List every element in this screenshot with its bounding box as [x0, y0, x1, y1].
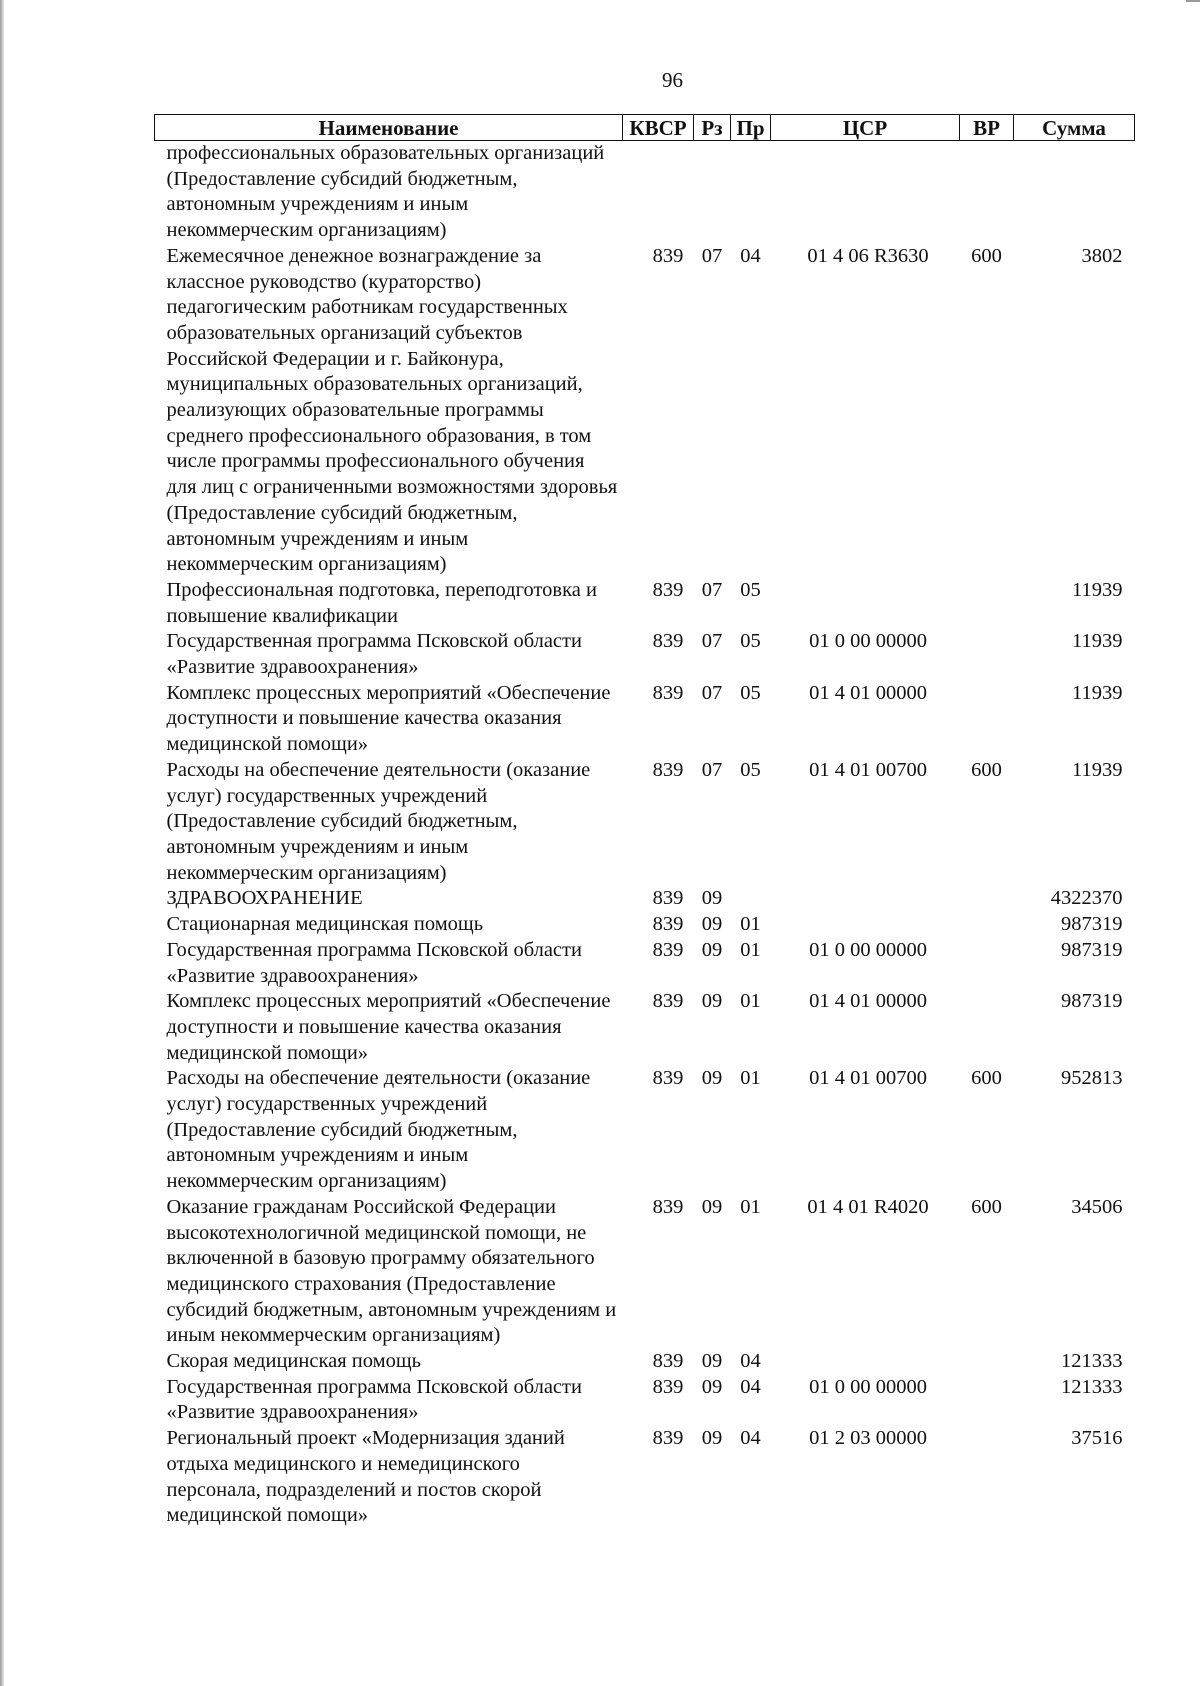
header-kvsr: КВСР [623, 115, 694, 141]
cell-pr: 05 [740, 681, 761, 704]
header-csr: ЦСР [771, 115, 960, 141]
cell-name: Скорая медицинская помощь [166, 1350, 421, 1373]
cell-sum: 987319 [1061, 913, 1123, 936]
table-row [155, 1375, 1135, 1426]
cell-sum: 11939 [1072, 758, 1123, 781]
cell-csr: 01 4 01 00000 [809, 990, 927, 1013]
cell-sum: 121333 [1061, 1375, 1123, 1398]
cell-pr: 04 [740, 244, 761, 267]
cell-kvsr: 839 [652, 578, 684, 601]
cell-name: Государственная программа Псковской области «Развитие здравоохранения» [166, 630, 582, 679]
header-pr: Пр [731, 115, 771, 141]
cell-name: Государственная программа Псковской области «Развитие здравоохранения» [166, 1375, 582, 1424]
cell-rz: 09 [701, 1427, 723, 1450]
cell-name: Региональный проект «Модернизация зданий отдыха медицинского и немедицинского персонала, подразделений и постов скорой медицинской помощи» [166, 1427, 565, 1527]
cell-csr: 01 4 06 R3630 [807, 244, 929, 267]
table-header [155, 115, 1135, 141]
table-row [155, 141, 1135, 244]
table-row [155, 681, 1135, 758]
table-row [155, 758, 1135, 887]
cell-csr [771, 912, 960, 938]
cell-rz: 07 [701, 578, 723, 601]
cell-pr: 01 [740, 1067, 761, 1090]
cell-rz: 07 [701, 681, 723, 704]
cell-sum: 952813 [1061, 1067, 1123, 1090]
cell-rz: 09 [701, 913, 723, 936]
table-row [155, 1066, 1135, 1195]
cell-kvsr: 839 [652, 758, 684, 781]
cell-csr [771, 886, 960, 912]
cell-vr [960, 1375, 1014, 1426]
cell-pr [731, 141, 771, 244]
cell-pr [731, 886, 771, 912]
cell-name: ЗДРАВООХРАНЕНИЕ [166, 887, 363, 910]
cell-pr: 01 [740, 913, 761, 936]
table-row [155, 1426, 1135, 1529]
cell-vr: 600 [971, 244, 1002, 267]
cell-sum: 11939 [1072, 630, 1123, 653]
cell-name: Расходы на обеспечение деятельности (оказание услуг) государственных учреждений (Предоставление субсидий бюджетным, автономным учреждениям и иным некоммерческим организациям) [166, 758, 591, 884]
scan-left-edge [0, 0, 4, 1686]
page-number: 96 [662, 68, 683, 92]
cell-name: Профессиональная подготовка, переподготовка и повышение квалификации [166, 578, 597, 627]
cell-csr [771, 141, 960, 244]
table-row [155, 938, 1135, 989]
cell-csr: 01 4 01 00000 [809, 681, 927, 704]
table-row [155, 578, 1135, 629]
cell-vr [960, 629, 1014, 680]
cell-rz: 07 [701, 244, 723, 267]
table-row [155, 1195, 1135, 1349]
cell-vr [960, 886, 1014, 912]
header-rz: Рз [694, 115, 731, 141]
cell-pr: 05 [740, 578, 761, 601]
cell-kvsr: 839 [652, 938, 684, 961]
table-row [155, 244, 1135, 578]
cell-kvsr: 839 [652, 1067, 684, 1090]
cell-vr: 600 [971, 1067, 1002, 1090]
cell-rz: 07 [701, 630, 723, 653]
cell-csr: 01 0 00 00000 [809, 1375, 927, 1398]
cell-pr: 04 [740, 1350, 761, 1373]
cell-sum: 11939 [1072, 681, 1123, 704]
cell-rz: 09 [701, 1375, 723, 1398]
cell-vr: 600 [971, 758, 1002, 781]
cell-sum: 34506 [1071, 1195, 1123, 1218]
cell-csr: 01 4 01 R4020 [807, 1195, 929, 1218]
cell-csr: 01 0 00 00000 [809, 630, 927, 653]
cell-kvsr: 839 [652, 681, 684, 704]
budget-table [154, 114, 1135, 1529]
header-row [155, 115, 1135, 141]
header-vr: ВР [960, 115, 1014, 141]
cell-pr: 01 [740, 990, 761, 1013]
cell-name: профессиональных образовательных организаций (Предоставление субсидий бюджетным, автономным учреждениям и иным некоммерческим организациям) [166, 142, 605, 242]
cell-pr: 05 [740, 758, 761, 781]
cell-pr: 05 [740, 630, 761, 653]
header-name: Наименование [155, 115, 623, 141]
table-row [155, 989, 1135, 1066]
cell-name: Оказание гражданам Российской Федерации высокотехнологичной медицинской помощи, не включенной в базовую программу обязательного медицинского страхования (Предоставление субсидий бюджетным, автономным учреждениям и иным некоммерческим организациям) [166, 1195, 617, 1347]
cell-sum: 4322370 [1050, 887, 1123, 910]
cell-csr: 01 4 01 00700 [809, 1067, 927, 1090]
cell-name: Расходы на обеспечение деятельности (оказание услуг) государственных учреждений (Предоставление субсидий бюджетным, автономным учреждениям и иным некоммерческим организациям) [166, 1067, 591, 1193]
cell-rz: 09 [701, 1067, 723, 1090]
cell-pr: 04 [740, 1427, 761, 1450]
cell-vr [960, 681, 1014, 758]
cell-rz: 09 [701, 938, 723, 961]
cell-kvsr: 839 [652, 1375, 684, 1398]
header-sum: Сумма [1014, 115, 1135, 141]
cell-name: Комплекс процессных мероприятий «Обеспечение доступности и повышение качества оказания медицинской помощи» [166, 681, 611, 756]
cell-pr: 01 [740, 1195, 761, 1218]
cell-csr: 01 4 01 00700 [809, 758, 927, 781]
cell-rz: 07 [701, 758, 723, 781]
cell-rz: 09 [701, 887, 723, 910]
cell-vr [960, 912, 1014, 938]
cell-sum: 3802 [1081, 244, 1123, 267]
cell-vr: 600 [971, 1195, 1002, 1218]
cell-vr [960, 141, 1014, 244]
cell-sum: 11939 [1072, 578, 1123, 601]
table-row [155, 629, 1135, 680]
cell-rz: 09 [701, 1350, 723, 1373]
cell-name: Ежемесячное денежное вознаграждение за классное руководство (кураторство) педагогическим работникам государственных образовательных организаций субъектов Российской Федерации и г. Байконура, муниципальных образовательных организаций, реализующих образовательные программы среднего профессионального образования, в том числе программы профессионального обучения для лиц с ограниченными возможностями здоровья (Предоставление субсидий бюджетным, автономным учреждениям и иным некоммерческим организациям) [166, 244, 618, 576]
cell-name: Стационарная медицинская помощь [166, 913, 484, 936]
cell-rz [694, 141, 731, 244]
cell-kvsr: 839 [652, 630, 684, 653]
table-row [155, 1349, 1135, 1375]
cell-pr: 01 [740, 938, 761, 961]
cell-vr [960, 1426, 1014, 1529]
scan-corner-mark [1186, 0, 1200, 12]
cell-kvsr: 839 [652, 887, 684, 910]
cell-kvsr: 839 [652, 244, 684, 267]
cell-vr [960, 578, 1014, 629]
table-body [155, 141, 1135, 1529]
table-row [155, 912, 1135, 938]
table-row [155, 886, 1135, 912]
cell-sum: 37516 [1071, 1427, 1123, 1450]
cell-name: Государственная программа Псковской области «Развитие здравоохранения» [166, 938, 582, 987]
cell-kvsr: 839 [652, 990, 684, 1013]
cell-csr [771, 1349, 960, 1375]
cell-vr [960, 938, 1014, 989]
cell-csr: 01 0 00 00000 [809, 938, 927, 961]
cell-vr [960, 1349, 1014, 1375]
cell-sum: 987319 [1061, 990, 1123, 1013]
cell-kvsr: 839 [652, 1427, 684, 1450]
cell-rz: 09 [701, 990, 723, 1013]
cell-kvsr: 839 [652, 1350, 684, 1373]
cell-sum [1014, 141, 1135, 244]
cell-kvsr [623, 141, 694, 244]
cell-sum: 987319 [1061, 938, 1123, 961]
cell-csr [771, 578, 960, 629]
cell-sum: 121333 [1061, 1350, 1123, 1373]
cell-csr: 01 2 03 00000 [809, 1427, 927, 1450]
cell-pr: 04 [740, 1375, 761, 1398]
cell-kvsr: 839 [652, 913, 684, 936]
cell-rz: 09 [701, 1195, 723, 1218]
cell-name: Комплекс процессных мероприятий «Обеспечение доступности и повышение качества оказания медицинской помощи» [166, 990, 611, 1064]
cell-kvsr: 839 [652, 1195, 684, 1218]
cell-vr [960, 989, 1014, 1066]
